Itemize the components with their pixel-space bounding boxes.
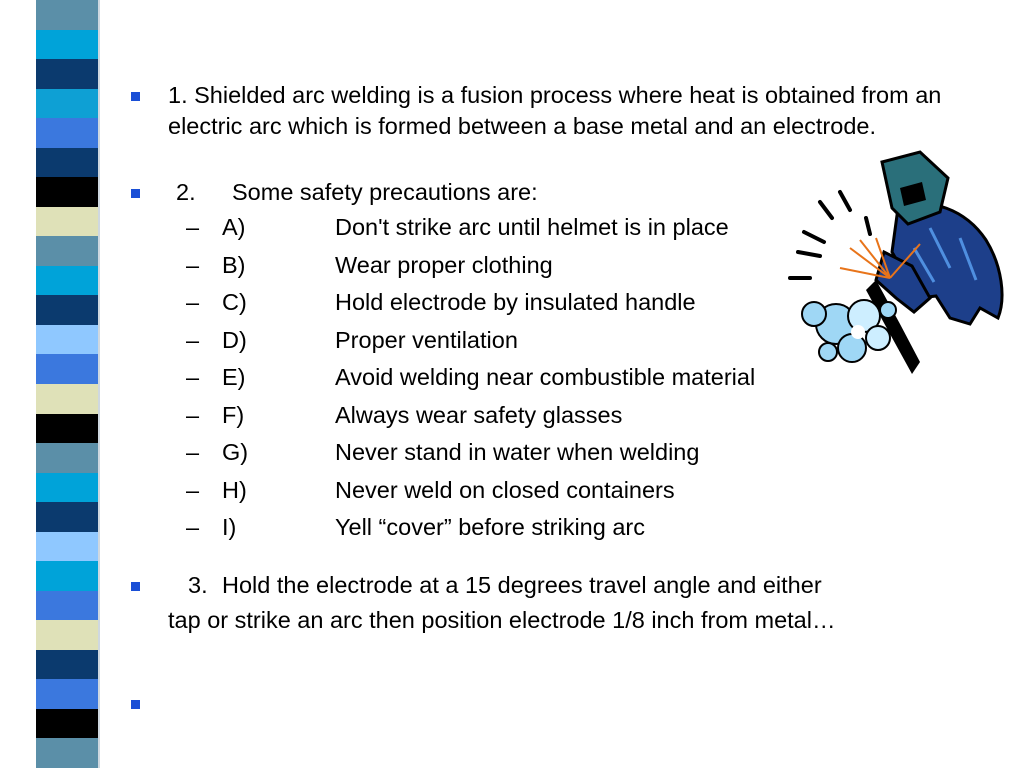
dash-marker: – [186, 477, 200, 503]
sub-item [128, 512, 928, 543]
stripe-block [36, 650, 98, 681]
dash-marker: – [186, 439, 200, 465]
arc-glow [802, 300, 896, 362]
sub-item-text: Yell “cover” before striking arc [335, 514, 645, 540]
stripe-block [36, 414, 98, 445]
dash-marker: – [186, 214, 200, 240]
point-3-number: 3. [188, 572, 208, 598]
point-2-text: Some safety precautions are: [232, 179, 538, 205]
sub-item-letter: D) [222, 327, 247, 353]
point-3-text-line-2: tap or strike an arc then position electrode 1/8 inch from metal… [168, 607, 836, 633]
sub-item-text: Don't strike arc until helmet is in place [335, 214, 729, 240]
stripe-blocks [0, 0, 118, 768]
dash-marker: – [186, 402, 200, 428]
sub-item-text: Never stand in water when welding [335, 439, 700, 465]
square-bullet-icon [131, 92, 140, 101]
stripe-block [36, 177, 98, 208]
stripe-block [36, 295, 98, 326]
stripe-block [36, 532, 98, 563]
stripe-block [36, 709, 98, 740]
stripe-block [36, 473, 98, 504]
sub-item-letter: G) [222, 439, 249, 465]
sub-item-text: Always wear safety glasses [335, 402, 623, 428]
stripe-block [36, 0, 98, 31]
stripe-block [36, 502, 98, 533]
sub-item [128, 475, 928, 506]
point-3-text-line-1: Hold the electrode at a 15 degrees travel angle and either [222, 572, 822, 598]
decorative-stripe [0, 0, 118, 768]
sub-item-text: Avoid welding near combustible material [335, 364, 756, 390]
stripe-block [36, 148, 98, 179]
stripe-block [36, 620, 98, 651]
sub-item-letter: I) [222, 514, 237, 540]
stripe-block [36, 561, 98, 592]
sub-item-letter: F) [222, 402, 245, 428]
stripe-edge-line [98, 0, 100, 768]
sub-item-letter: C) [222, 289, 247, 315]
dash-marker: – [186, 327, 200, 353]
stripe-block [36, 443, 98, 474]
stripe-block [36, 118, 98, 149]
point-2-number: 2. [176, 179, 196, 205]
sub-item-letter: B) [222, 252, 246, 278]
point-3-line-1 [168, 570, 822, 601]
sub-item-letter: E) [222, 364, 246, 390]
sub-item-letter: A) [222, 214, 246, 240]
stripe-block [36, 679, 98, 710]
square-bullet-icon [131, 582, 140, 591]
point-1-text: 1. Shielded arc welding is a fusion process where heat is obtained from an electric arc which is formed between a base metal and an electrode. [168, 82, 942, 139]
spark-lines [790, 192, 870, 278]
dash-marker: – [186, 289, 200, 315]
welder-icon [780, 148, 1008, 384]
bullet-point-4-empty [128, 688, 168, 719]
square-bullet-icon [131, 189, 140, 198]
stripe-block [36, 236, 98, 267]
stripe-block [36, 591, 98, 622]
dash-marker: – [186, 252, 200, 278]
stripe-block [36, 354, 98, 385]
stripe-block [36, 384, 98, 415]
sub-item [128, 400, 928, 431]
sub-item-text: Hold electrode by insulated handle [335, 289, 696, 315]
stripe-block [36, 738, 98, 768]
sub-item-text: Proper ventilation [335, 327, 518, 353]
dash-marker: – [186, 364, 200, 390]
sub-item-text: Never weld on closed containers [335, 477, 675, 503]
sub-item-text: Wear proper clothing [335, 252, 553, 278]
stripe-block [36, 207, 98, 238]
sub-item-letter: H) [222, 477, 247, 503]
slide-body [128, 76, 1008, 633]
square-bullet-icon [131, 700, 140, 709]
stripe-block [36, 266, 98, 297]
stripe-block [36, 59, 98, 90]
stripe-block [36, 30, 98, 61]
stripe-block [36, 89, 98, 120]
stripe-block [36, 325, 98, 356]
dash-marker: – [186, 514, 200, 540]
sub-item [128, 437, 928, 468]
